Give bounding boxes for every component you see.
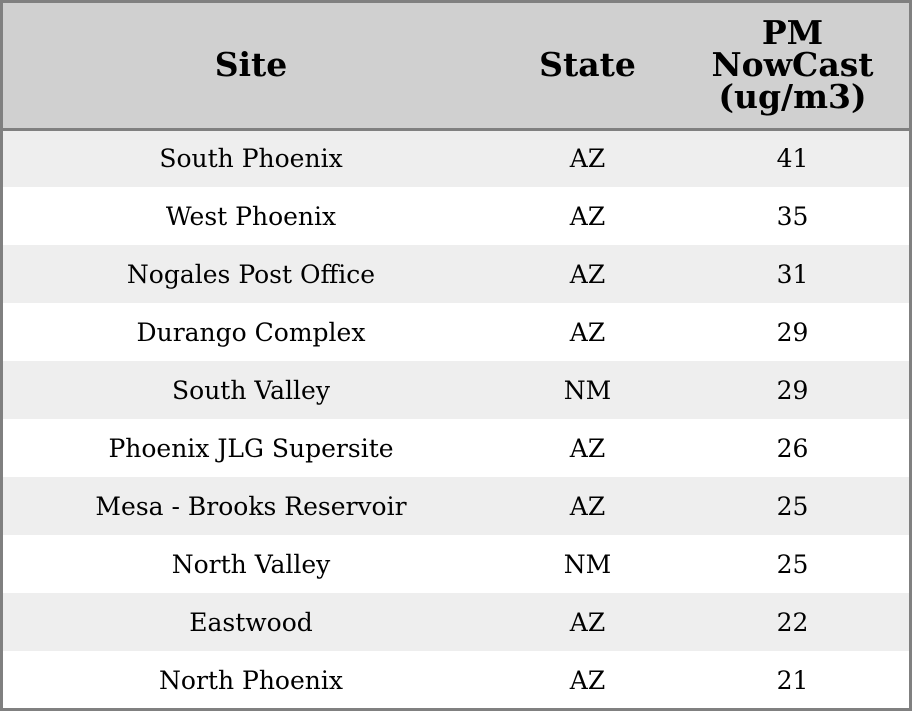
cell-pm-nowcast: 31 — [776, 259, 809, 289]
cell-state: AZ — [569, 259, 606, 289]
cell-state: AZ — [569, 665, 606, 695]
cell-pm-nowcast: 25 — [776, 549, 809, 579]
cell-state: AZ — [569, 491, 606, 521]
table-row — [3, 303, 909, 361]
cell-site: Durango Complex — [136, 317, 366, 347]
cell-site: West Phoenix — [165, 201, 337, 231]
column-header-pm-nowcast — [676, 3, 909, 129]
cell-site: South Valley — [172, 375, 330, 405]
table-row — [3, 361, 909, 419]
table-row — [3, 651, 909, 709]
data-table — [3, 3, 909, 709]
table-row — [3, 129, 909, 187]
table-row — [3, 419, 909, 477]
cell-site: Eastwood — [189, 607, 313, 637]
cell-site: Nogales Post Office — [126, 259, 376, 289]
cell-state: NM — [563, 375, 612, 405]
table-row — [3, 535, 909, 593]
cell-site: Phoenix JLG Supersite — [108, 433, 394, 463]
cell-state: AZ — [569, 201, 606, 231]
cell-pm-nowcast: 35 — [776, 201, 809, 231]
table-row — [3, 477, 909, 535]
column-header-pm-line-1: PM — [761, 13, 824, 53]
cell-pm-nowcast: 21 — [776, 665, 809, 695]
cell-site: South Phoenix — [159, 144, 343, 174]
table-row — [3, 245, 909, 303]
table-header — [3, 3, 909, 129]
cell-state: AZ — [569, 607, 606, 637]
cell-site: North Valley — [171, 549, 331, 579]
cell-site: North Phoenix — [159, 665, 343, 695]
cell-pm-nowcast: 26 — [776, 433, 809, 463]
cell-state: AZ — [569, 144, 606, 174]
column-header-pm-line-3: (ug/m3) — [718, 77, 867, 117]
table-body — [3, 129, 909, 709]
cell-site: Mesa - Brooks Reservoir — [95, 491, 407, 521]
cell-state: AZ — [569, 433, 606, 463]
table-row — [3, 187, 909, 245]
cell-pm-nowcast: 41 — [776, 144, 809, 174]
cell-pm-nowcast: 22 — [776, 607, 809, 637]
cell-pm-nowcast: 29 — [776, 317, 809, 347]
cell-pm-nowcast: 25 — [776, 491, 809, 521]
column-header-site: Site — [3, 3, 499, 129]
header-row — [3, 3, 909, 129]
cell-state: NM — [563, 549, 612, 579]
cell-pm-nowcast: 29 — [776, 375, 809, 405]
column-header-state: State — [499, 3, 676, 129]
table-row — [3, 593, 909, 651]
cell-state: AZ — [569, 317, 606, 347]
column-header-pm-line-2: NowCast — [711, 45, 874, 85]
